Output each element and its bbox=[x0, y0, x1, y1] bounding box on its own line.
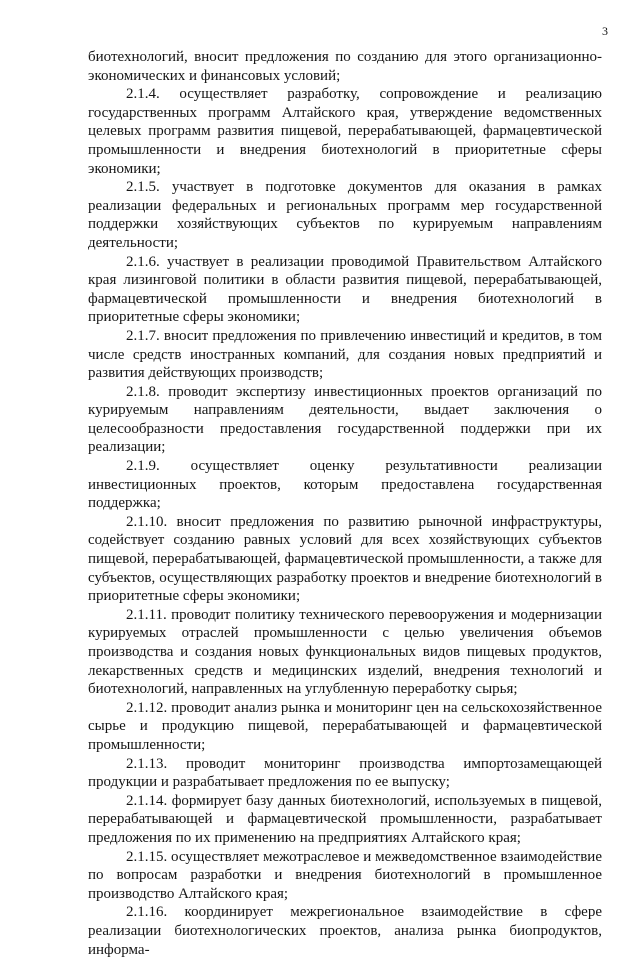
paragraph-2-1-8: 2.1.8. проводит экспертизу инвестиционных проектов организаций по курируемым направлениям деятельности, выдает заключения о целесообразности предоставления государственной поддержки при их реализации; bbox=[88, 383, 602, 456]
paragraph-2-1-7: 2.1.7. вносит предложения по привлечению инвестиций и кредитов, в том числе средств иностранных компаний, для создания новых предприятий и развития действующих производств; bbox=[88, 327, 602, 382]
paragraph-2-1-6: 2.1.6. участвует в реализации проводимой Правительством Алтайского края лизинговой политики в области развития пищевой, перерабатывающей, фармацевтической промышленности и внедрения биотехнологий в приоритетные сферы экономики; bbox=[88, 253, 602, 326]
paragraph-2-1-15: 2.1.15. осуществляет межотраслевое и межведомственное взаимодействие по вопросам разработки и внедрения биотехнологий в промышленное производство Алтайского края; bbox=[88, 848, 602, 902]
paragraph-2-1-10: 2.1.10. вносит предложения по развитию рыночной инфраструктуры, содействует созданию равных условий для всех хозяйствующих субъектов пищевой, перерабатывающей, фармацевтической промышленности, а также для субъектов, осуществляющих разработку проектов и внедрение биотехнологий в приоритетные сферы экономики; bbox=[88, 513, 602, 605]
paragraph-2-1-4: 2.1.4. осуществляет разработку, сопровождение и реализацию государственных программ Алтайского края, утверждение ведомственных целевых программ развития пищевой, перерабатывающей, фармацевтической промышленности и внедрения биотехнологий в приоритетные сферы экономики; bbox=[88, 86, 602, 177]
paragraph-2-1-16: 2.1.16. координирует межрегиональное взаимодействие в сфере реализации биотехнологических проектов, анализа рынка биопродуктов, информа- bbox=[88, 904, 602, 958]
paragraph-2-1-11: 2.1.11. проводит политику технического перевооружения и модернизации курируемых отраслей промышленности с целью увеличения объемов производства и создания новых функциональных видов пищевых продуктов, лекарственных средств и медицинских изделий, внедрения технологий и биотехнологий, направленных на углубленную переработку сырья; bbox=[88, 606, 602, 698]
paragraph-2-1-5: 2.1.5. участвует в подготовке документов для оказания в рамках реализации федеральных и региональных программ мер государственной поддержки хозяйствующих субъектов по курируемым направлениям деятельности; bbox=[88, 179, 602, 251]
document-body bbox=[88, 48, 602, 959]
paragraph-2-1-14: 2.1.14. формирует базу данных биотехнологий, используемых в пищевой, перерабатывающей и фармацевтической промышленности, разрабатывает предложения по их применению на предприятиях Алтайского края; bbox=[88, 792, 602, 846]
paragraph-2-1-9: 2.1.9. осуществляет оценку результативности реализации инвестиционных проектов, которым предоставлена государственная поддержка; bbox=[88, 458, 602, 512]
paragraph-2-1-12: 2.1.12. проводит анализ рынка и мониторинг цен на сельскохозяйственное сырье и продукцию пищевой, перерабатывающей и фармацевтической промышленности; bbox=[88, 699, 602, 753]
page-number: 3 bbox=[602, 24, 608, 38]
paragraph-continuation: биотехнологий, вносит предложения по созданию для этого организационно-экономических и финансовых условий; bbox=[88, 49, 602, 84]
paragraph-2-1-13: 2.1.13. проводит мониторинг производства импортозамещающей продукции и разрабатывает предложения по ее выпуску; bbox=[88, 755, 602, 791]
